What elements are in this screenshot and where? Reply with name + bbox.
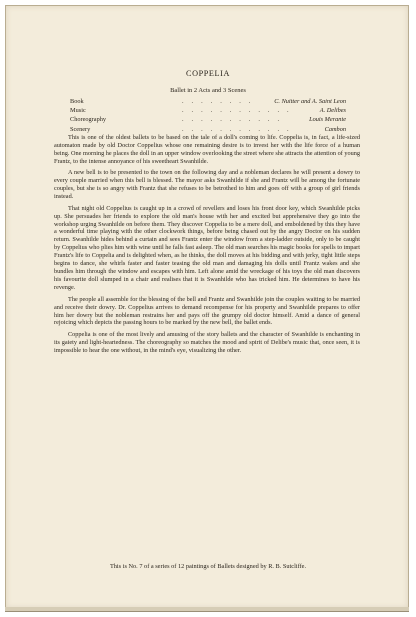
document-subtitle: Ballet in 2 Acts and 3 Scenes [170, 87, 246, 94]
synopsis-text [54, 134, 360, 358]
paragraph: This is one of the oldest ballets to be based on the tale of a doll's coming to life. Coppelia is, in fact, a life-sized automaton made by old Doctor Coppelius whose one remaining desire is to invest her with the life force of a human being. One morning he places the doll in an upper window overlooking the street where she attracts the attention of young Frantz, to the intense annoyance of his sweetheart Swanhilde. [54, 134, 360, 165]
paragraph: The people all assemble for the blessing of the bell and Frantz and Swanhilde join the couples waiting to be married and receive their dowry. Dr. Coppelius arrives to demand recompense for his property and Swanhilde prepares to offer him her dowry but the nobleman restrains her and pays off the grumpy old doctor himself. Amid a dance of general rejoicing which depicts the passing hours to be marked by the new bell, the ballet ends. [54, 295, 360, 327]
paragraph: Coppelia is one of the most lively and amusing of the story ballets and the character of Swanhilde is enchanting in its gaiety and light-heartedness. The choreography so matches the mood and spirit of Delibe's music that, once seen, it is impossible to hear the one without, in the mind's eye, visualizing the other. [54, 330, 360, 354]
leader-dots: . . . . . . . . . . . . [182, 125, 292, 133]
credit-label: Scenery [70, 125, 91, 133]
credit-label: Music [70, 107, 86, 115]
credits-list [70, 97, 346, 134]
leader-dots: . . . . . . . . . . . [182, 116, 283, 124]
credit-value: Louis Merante [309, 116, 346, 124]
credit-row-book [70, 97, 346, 106]
credit-label: Choreography [70, 116, 107, 124]
credit-label: Book [70, 98, 84, 105]
series-note: This is No. 7 of a series of 12 paintings of Ballets designed by R. B. Sutcliffe. [109, 563, 307, 570]
paragraph: That night old Coppelius is caught up in a crowd of revellers and loses his front door key, which Swanhilde picks up. She persuades her friends to explore the old man's house with her and excited but apprehensive they go into the workshop urging Swanhilde on before them. They discover Coppelia to be a mere doll, and emboldened by this they have a wonderful time playing with the other clockwork things, before being chased out by the angry Doctor on his sudden return. Swanhilde hides behind a curtain and sees Frantz enter the window from a step-ladder outside, only to be caught by Coppelius who plies him with wine until he falls fast asleep. The old man searches his magic books for spells to impart Frantz's life to Coppelia and is delighted when, as he thinks, the doll moves at his bidding and with jerky, tight little steps begins to dance, she whirls faster and faster teasing the old man and damaging his dolls until Frantz wakes and she bundles him through the window and escapes with him. Left alone amid the wreckage of his toys the old man discovers his favourite doll slumped in a chair and realises that it is Swanhilde who has tricked him. He determines to have his revenge. [54, 204, 360, 292]
credit-row-music [70, 106, 346, 115]
document-title: COPPELIA [186, 69, 230, 78]
credit-row-scenery [70, 125, 346, 134]
credit-row-choreography [70, 115, 346, 124]
credit-value: C. Nuitter and A. Saint Leon [274, 98, 346, 105]
page-edge [5, 607, 409, 612]
credit-value: A. Delibes [319, 107, 346, 115]
paragraph: A new bell is to be presented to the town on the following day and a nobleman declares he will present a dowry to every couple married when this bell is blessed. The mayor asks Swanhilde if she and Frantz will be among the fortunate couples, but she is so angry with Frantz that she refuses to be betrothed to him and goes off with a group of girl friends instead. [54, 169, 360, 201]
leader-dots: . . . . . . . . [182, 98, 254, 105]
leader-dots: . . . . . . . . . . . . [182, 107, 292, 115]
credit-value: Cambon [324, 125, 346, 133]
